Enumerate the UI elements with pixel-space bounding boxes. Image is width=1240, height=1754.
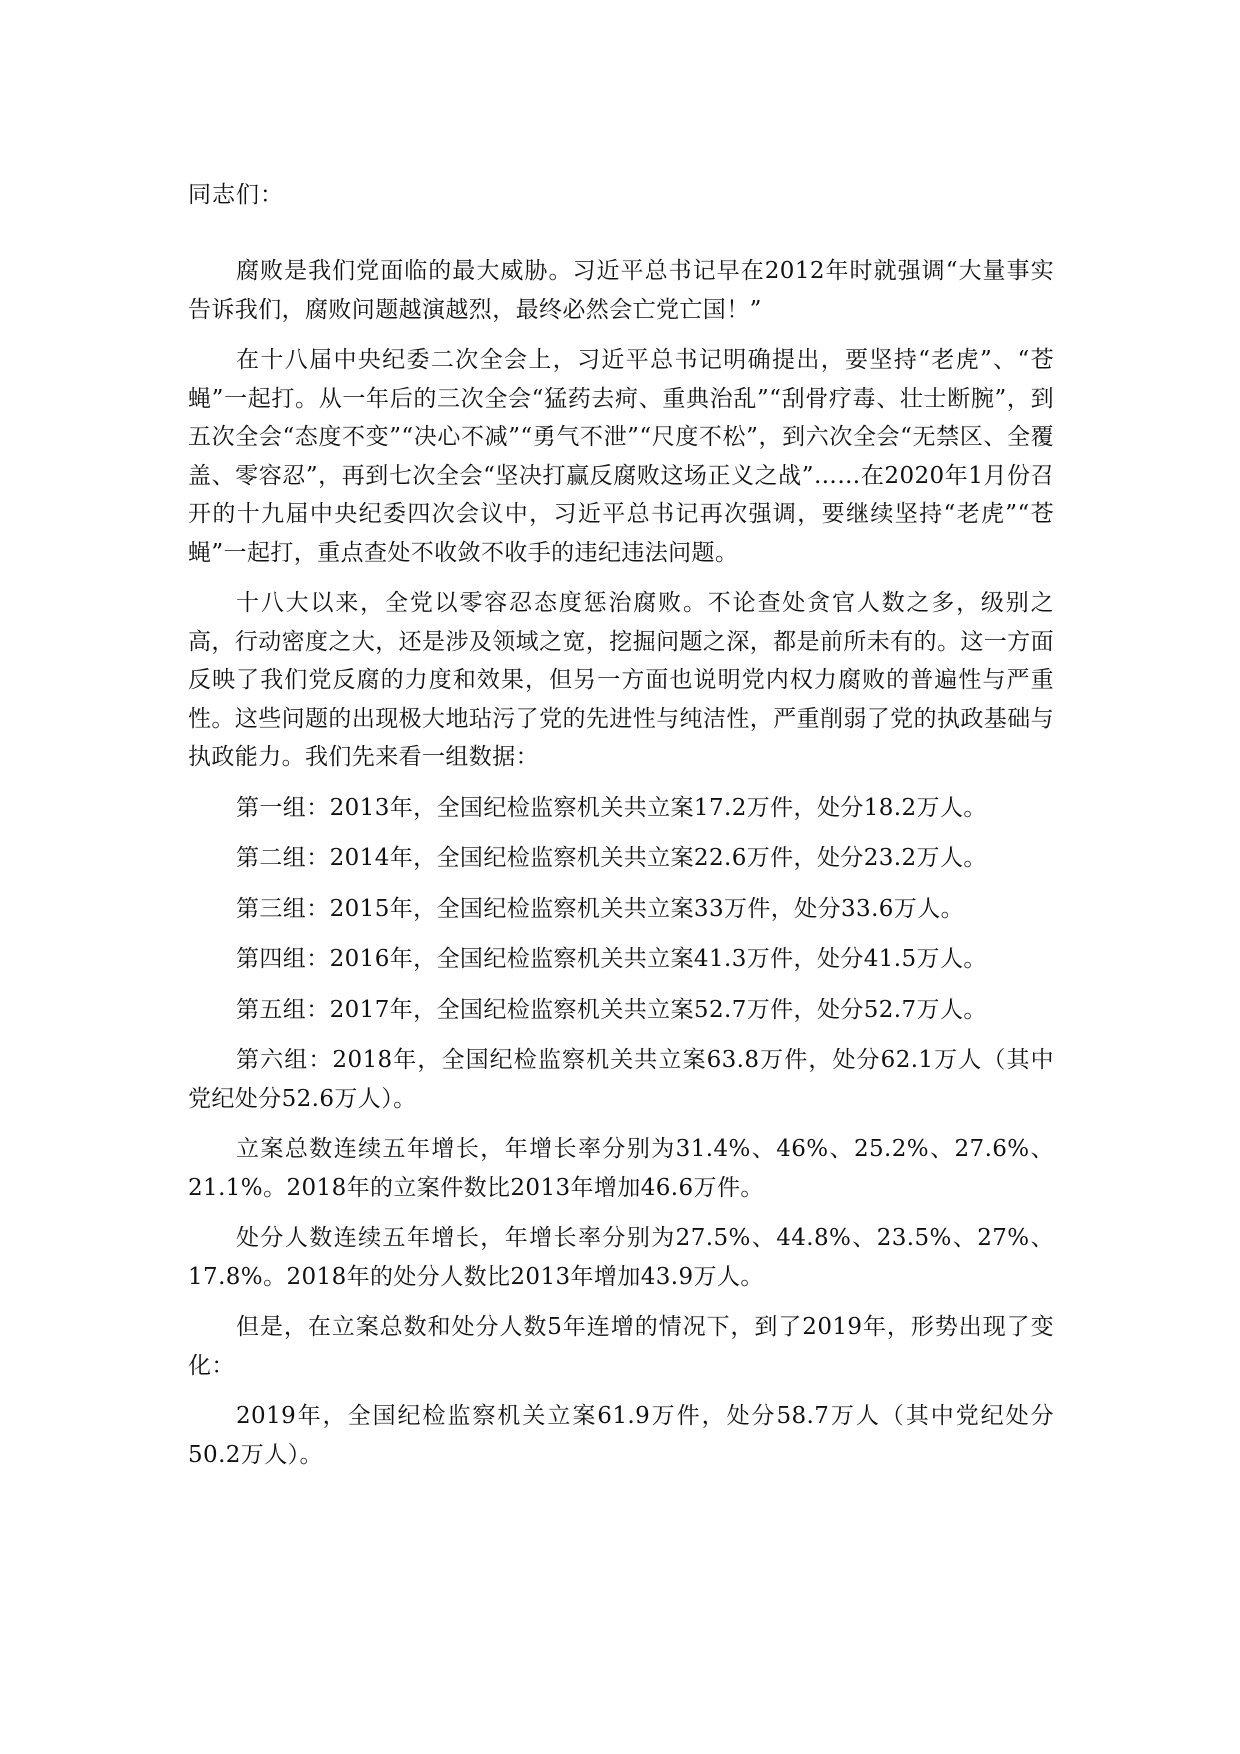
paragraph-2019-data: 2019年，全国纪检监察机关立案61.9万件，处分58.7万人（其中党纪处分50.2万人）。 [188,1403,1054,1468]
paragraph-data-group-2: 第二组：2014年，全国纪检监察机关共立案22.6万件，处分23.2万人。 [236,845,987,871]
paragraph-2019-change: 但是，在立案总数和处分人数5年连增的情况下，到了2019年，形势出现了变化： [188,1314,1054,1379]
paragraph-data-group-5: 第五组：2017年，全国纪检监察机关共立案52.7万件，处分52.7万人。 [236,996,987,1023]
paragraph-data-group-4: 第四组：2016年，全国纪检监察机关共立案41.3万件，处分41.5万人。 [236,946,987,972]
paragraph-zero-tolerance: 十八大以来，全党以零容忍态度惩治腐败。不论查处贪官人数之多，级别之高，行动密度之大，还是涉及领域之宽，挖掘问题之深，都是前所未有的。这一方面反映了我们党反腐的力度和效果，但另一方面也说明党内权力腐败的普遍性与严重性。这些问题的出现极大地玷污了党的先进性与纯洁性，严重削弱了党的执政基础与执政能力。我们先来看一组数据： [188,590,1054,770]
paragraph-data-group-1: 第一组：2013年，全国纪检监察机关共立案17.2万件，处分18.2万人。 [236,794,987,821]
document-body [188,176,1054,1486]
paragraph-corruption-threat: 腐败是我们党面临的最大威胁。习近平总书记早在2012年时就强调“大量事实告诉我们，腐败问题越演越烈，最终必然会亡党亡国！” [188,258,1054,323]
paragraph-case-growth: 立案总数连续五年增长，年增长率分别为31.4%、46%、25.2%、27.6%、21.1%。2018年的立案件数比2013年增加46.6万件。 [188,1136,1054,1201]
paragraph-data-group-6: 第六组：2018年，全国纪检监察机关共立案63.8万件，处分62.1万人（其中党纪处分52.6万人）。 [188,1047,1054,1112]
paragraph-punishment-growth: 处分人数连续五年增长，年增长率分别为27.5%、44.8%、23.5%、27%、17.8%。2018年的处分人数比2013年增加43.9万人。 [188,1225,1054,1290]
paragraph-data-group-3: 第三组：2015年，全国纪检监察机关共立案33万件，处分33.6万人。 [236,895,965,922]
salutation: 同志们： [188,182,284,208]
paragraph-plenary-sessions: 在十八届中央纪委二次全会上，习近平总书记明确提出，要坚持“老虎”、“苍蝇”一起打。从一年后的三次全会“猛药去疴、重典治乱”“刮骨疗毒、壮士断腕”，到五次全会“态度不变”“决心不减”“勇气不泄”“尺度不松”，到六次全会“无禁区、全覆盖、零容忍”，再到七次全会“坚决打赢反腐败这场正义之战”……在2020年1月份召开的十九届中央纪委四次会议中，习近平总书记再次强调，要继续坚持“老虎”“苍蝇”一起打，重点查处不收敛不收手的违纪违法问题。 [188,347,1054,566]
